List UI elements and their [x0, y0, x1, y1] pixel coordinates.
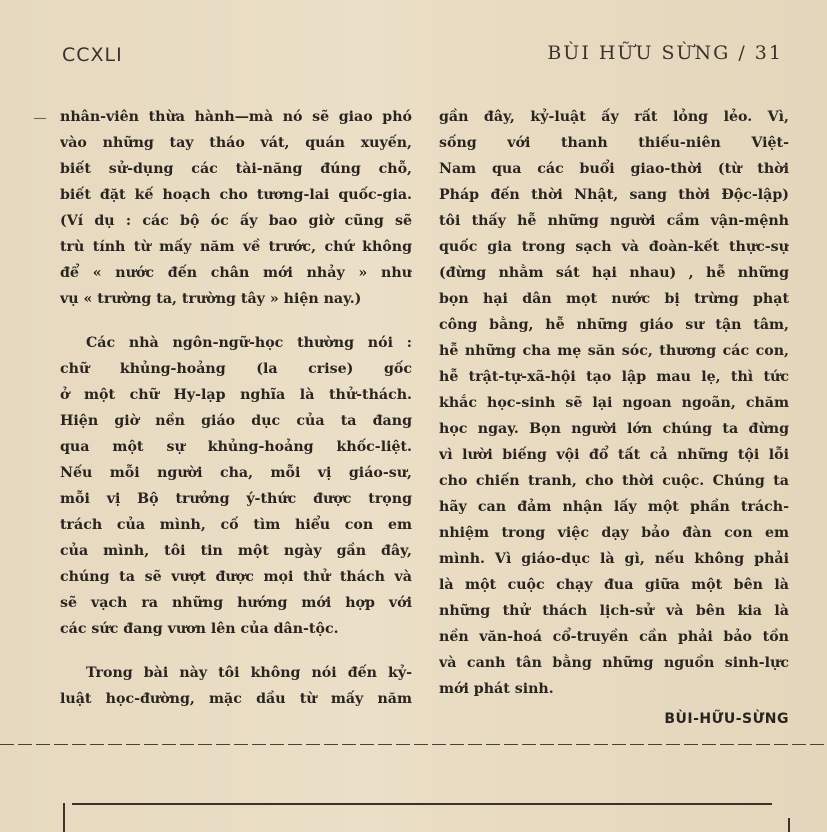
page-code-header: CCXLI — [62, 44, 123, 66]
frame-left-border — [63, 803, 65, 832]
text-line: tôi thấy hễ những người cầm vận-mệnh — [439, 213, 789, 229]
text-line: mới phát sinh. — [439, 681, 554, 697]
text-line: học ngay. Bọn người lớn chúng ta đừng — [439, 421, 789, 437]
text-line: hãy can đảm nhận lấy một phần trách- — [439, 499, 789, 515]
text-line: hễ những cha mẹ săn sóc, thương các con, — [439, 343, 789, 359]
text-line: luật học-đường, mặc dầu từ mấy năm — [60, 691, 412, 707]
text-line: sẽ vạch ra những hướng mới hợp với — [60, 595, 412, 611]
text-line: quốc gia trong sạch và đoàn-kết thực-sự — [439, 239, 789, 255]
margin-mark — [34, 118, 46, 119]
text-line: Trong bài này tôi không nói đến kỷ- — [86, 665, 412, 681]
text-line: vụ « trường ta, trường tây » hiện nay.) — [60, 291, 362, 307]
frame-right-border — [788, 818, 790, 832]
text-line: để « nước đến chân mới nhảy » như — [60, 265, 412, 281]
text-line: hễ trật-tự-xã-hội tạo lập mau lẹ, thì tức — [439, 369, 789, 385]
text-line: chúng ta sẽ vượt được mọi thử thách và — [60, 569, 412, 585]
text-line: vào những tay tháo vát, quán xuyến, — [60, 135, 412, 151]
text-line: mỗi vị Bộ trưởng ý-thức được trọng — [60, 491, 412, 507]
right-column — [439, 104, 789, 732]
text-line: Các nhà ngôn-ngữ-học thường nói : — [86, 335, 412, 351]
paragraph — [60, 330, 412, 642]
author-page-header: BÙI HỮU SỪNG / 31 — [547, 42, 783, 64]
text-line: những thử thách lịch-sử và bên kia là — [439, 603, 789, 619]
text-line: bọn hại dân mọt nước bị trừng phạt — [439, 291, 789, 307]
text-line: công bằng, hễ những giáo sư tận tâm, — [439, 317, 789, 333]
text-line: Nam qua các buổi giao-thời (từ thời — [439, 161, 789, 177]
paragraph — [60, 104, 412, 312]
text-line: và canh tân bằng những nguồn sinh-lực — [439, 655, 789, 671]
text-line: ở một chữ Hy-lạp nghĩa là thử-thách. — [60, 387, 412, 403]
left-column — [60, 104, 412, 712]
text-line: (đừng nhằm sát hại nhau) , hễ những — [439, 265, 789, 281]
text-line: (Ví dụ : các bộ óc ấy bao giờ cũng sẽ — [60, 213, 412, 229]
text-line: cho chiến tranh, cho thời cuộc. Chúng ta — [439, 473, 789, 489]
text-line: các sức đang vươn lên của dân-tộc. — [60, 621, 339, 637]
text-line: qua một sự khủng-hoảng khốc-liệt. — [60, 439, 412, 455]
paragraph — [439, 104, 789, 702]
text-line: Pháp đến thời Nhật, sang thời Độc-lập) — [439, 187, 789, 203]
text-line: nhân-viên thừa hành—mà nó sẽ giao phó — [60, 109, 412, 125]
text-line: trù tính từ mấy năm về trước, chứ không — [60, 239, 412, 255]
text-line: khắc học-sinh sẽ lại ngoan ngoãn, chăm — [439, 395, 789, 411]
frame-top-border — [72, 803, 772, 805]
text-line: mình. Vì giáo-dục là gì, nếu không phải — [439, 551, 789, 567]
text-line: sống với thanh thiếu-niên Việt- — [439, 135, 789, 151]
text-line: chữ khủng-hoảng (la crise) gốc — [60, 361, 412, 377]
text-line: Nếu mỗi người cha, mỗi vị giáo-sư, — [60, 465, 412, 481]
text-line: vì lười biếng vội đổ tất cả những tội lỗi — [439, 447, 789, 463]
text-line: là một cuộc chạy đua giữa một bên là — [439, 577, 789, 593]
text-line: nhiệm trong việc dạy bảo đàn con em — [439, 525, 789, 541]
text-line: của mình, tôi tin một ngày gần đây, — [60, 543, 412, 559]
text-line: Hiện giờ nền giáo dục của ta đang — [60, 413, 412, 429]
author-signature: BÙI-HỮU-SỪNG — [664, 711, 789, 727]
text-line: gần đây, kỷ-luật ấy rất lỏng lẻo. Vì, — [439, 109, 789, 125]
paragraph — [60, 660, 412, 712]
text-line: trách của mình, cố tìm hiểu con em — [60, 517, 412, 533]
text-line: nền văn-hoá cổ-truyền cần phải bảo tồn — [439, 629, 789, 645]
text-line: biết sử-dụng các tài-năng đúng chỗ, — [60, 161, 412, 177]
page-divider — [0, 744, 827, 745]
text-line: biết đặt kế hoạch cho tương-lai quốc-gia. — [60, 187, 412, 203]
